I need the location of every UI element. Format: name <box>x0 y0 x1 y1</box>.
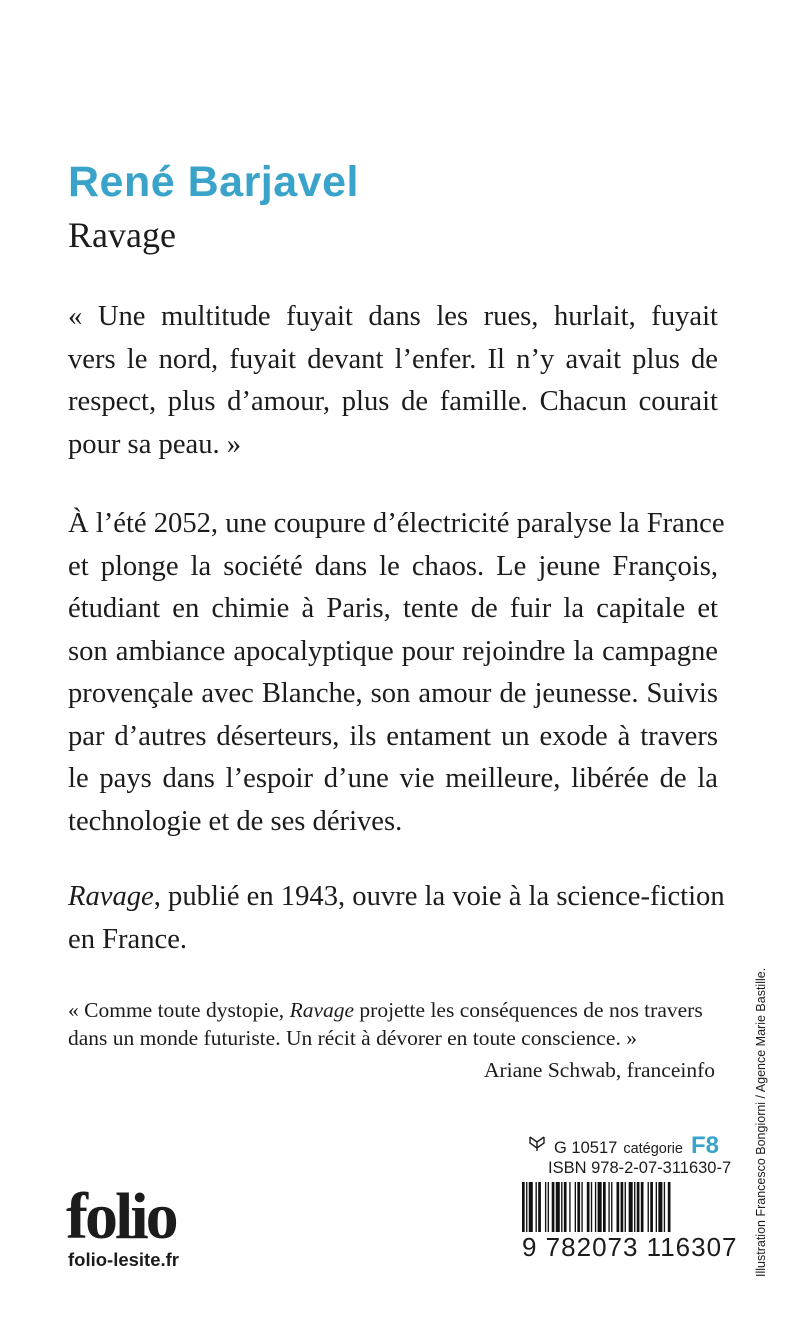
press-quote-start: « Comme toute dystopie, <box>68 998 290 1022</box>
barcode-bar <box>611 1182 612 1238</box>
summary-line: technologie et de ses dérives. <box>68 805 403 837</box>
excerpt-line: respect, plus d’amour, plus de famille. Chacun courait <box>68 386 718 417</box>
excerpt-line: pour sa peau. » <box>68 428 242 460</box>
context-paragraph <box>68 876 725 961</box>
catalog-code: G 10517 <box>554 1139 618 1157</box>
excerpt-line: « Une multitude fuyait dans les rues, hurlait, fuyait <box>68 301 718 332</box>
barcode-bar <box>617 1182 620 1238</box>
excerpt-line: vers le nord, fuyait devant l’enfer. Il n’y avait plus de <box>68 343 718 375</box>
summary-line: par d’autres déserteurs, ils entament un exode à travers <box>68 720 718 752</box>
catalog-row <box>528 1132 719 1160</box>
summary-line: étudiant en chimie à Paris, tente de fuir la capitale et <box>68 593 718 624</box>
context-line-rest: , publié en 1943, ouvre la voie à la science-fiction <box>153 881 725 912</box>
barcode-bar <box>629 1182 633 1238</box>
press-quote-line <box>68 996 718 1024</box>
barcode-bar <box>545 1182 546 1238</box>
summary-line: le pays dans l’espoir d’une vie meilleure, libérée de la <box>68 763 718 794</box>
summary-paragraph <box>68 503 725 843</box>
barcode-bar <box>538 1182 541 1238</box>
barcode-bar <box>575 1182 576 1238</box>
author-name: René Barjavel <box>68 158 359 206</box>
press-attribution: Ariane Schwab, franceinfo <box>483 1058 715 1082</box>
barcode-bar <box>569 1182 570 1238</box>
barcode-bar <box>536 1182 537 1238</box>
barcode-bar <box>522 1182 525 1238</box>
press-quote-line: dans un monde futuriste. Un récit à dévorer en toute conscience. » <box>68 1026 637 1050</box>
barcode-bar <box>548 1182 549 1238</box>
barcode-bar <box>577 1182 580 1238</box>
summary-line: À l’été 2052, une coupure d’électricité paralyse la France <box>68 508 725 539</box>
category-code: F8 <box>690 1132 719 1159</box>
isbn: ISBN 978-2-07-311630-7 <box>548 1159 732 1177</box>
barcode-bar <box>668 1182 671 1238</box>
summary-line: provençale avec Blanche, son amour de jeunesse. Suivis <box>68 678 718 709</box>
barcode-bar <box>561 1182 562 1238</box>
summary-line: son ambiance apocalyptique pour rejoindre la campagne <box>68 635 718 667</box>
press-quote-title: Ravage <box>289 998 355 1022</box>
excerpt-quote <box>68 296 718 466</box>
publisher-emblem-icon <box>528 1135 546 1153</box>
context-title: Ravage <box>68 881 154 912</box>
barcode-bar <box>587 1182 590 1238</box>
barcode-bar <box>634 1182 635 1238</box>
book-title: Ravage <box>68 215 176 255</box>
barcode-bar <box>625 1182 626 1238</box>
press-quote <box>68 996 718 1052</box>
publisher-logo: folio <box>66 1180 176 1253</box>
illustration-credit: Illustration Francesco Bongiorni / Agence Marie Bastille. <box>754 967 768 1277</box>
context-line <box>68 876 725 919</box>
barcode-bar <box>591 1182 592 1238</box>
summary-line: et plonge la société dans le chaos. Le jeune François, <box>68 550 718 582</box>
category-label: catégorie <box>623 1141 683 1157</box>
barcode-bar <box>529 1182 533 1238</box>
barcode-bar <box>650 1182 653 1238</box>
publisher-website: folio-lesite.fr <box>68 1249 180 1270</box>
barcode-bar <box>658 1182 662 1238</box>
barcode-bar <box>556 1182 560 1238</box>
barcode-bar <box>648 1182 649 1238</box>
barcode-bar <box>598 1182 602 1238</box>
press-quote-end: projette les conséquences de nos travers <box>354 998 703 1022</box>
barcode-bar <box>581 1182 582 1238</box>
barcode-bar <box>637 1182 640 1238</box>
barcode-bar <box>608 1182 609 1238</box>
barcode-bar <box>664 1182 665 1238</box>
context-line: en France. <box>68 923 188 955</box>
barcode-bar <box>552 1182 555 1238</box>
barcode-bar <box>656 1182 657 1238</box>
barcode-bar <box>526 1182 527 1238</box>
barcode-digits: 9 782073 116307 <box>522 1232 738 1262</box>
barcode-bar <box>603 1182 606 1238</box>
barcode-bar <box>595 1182 596 1238</box>
barcode-bar <box>564 1182 567 1238</box>
barcode-bar <box>621 1182 624 1238</box>
barcode-bar <box>641 1182 644 1238</box>
